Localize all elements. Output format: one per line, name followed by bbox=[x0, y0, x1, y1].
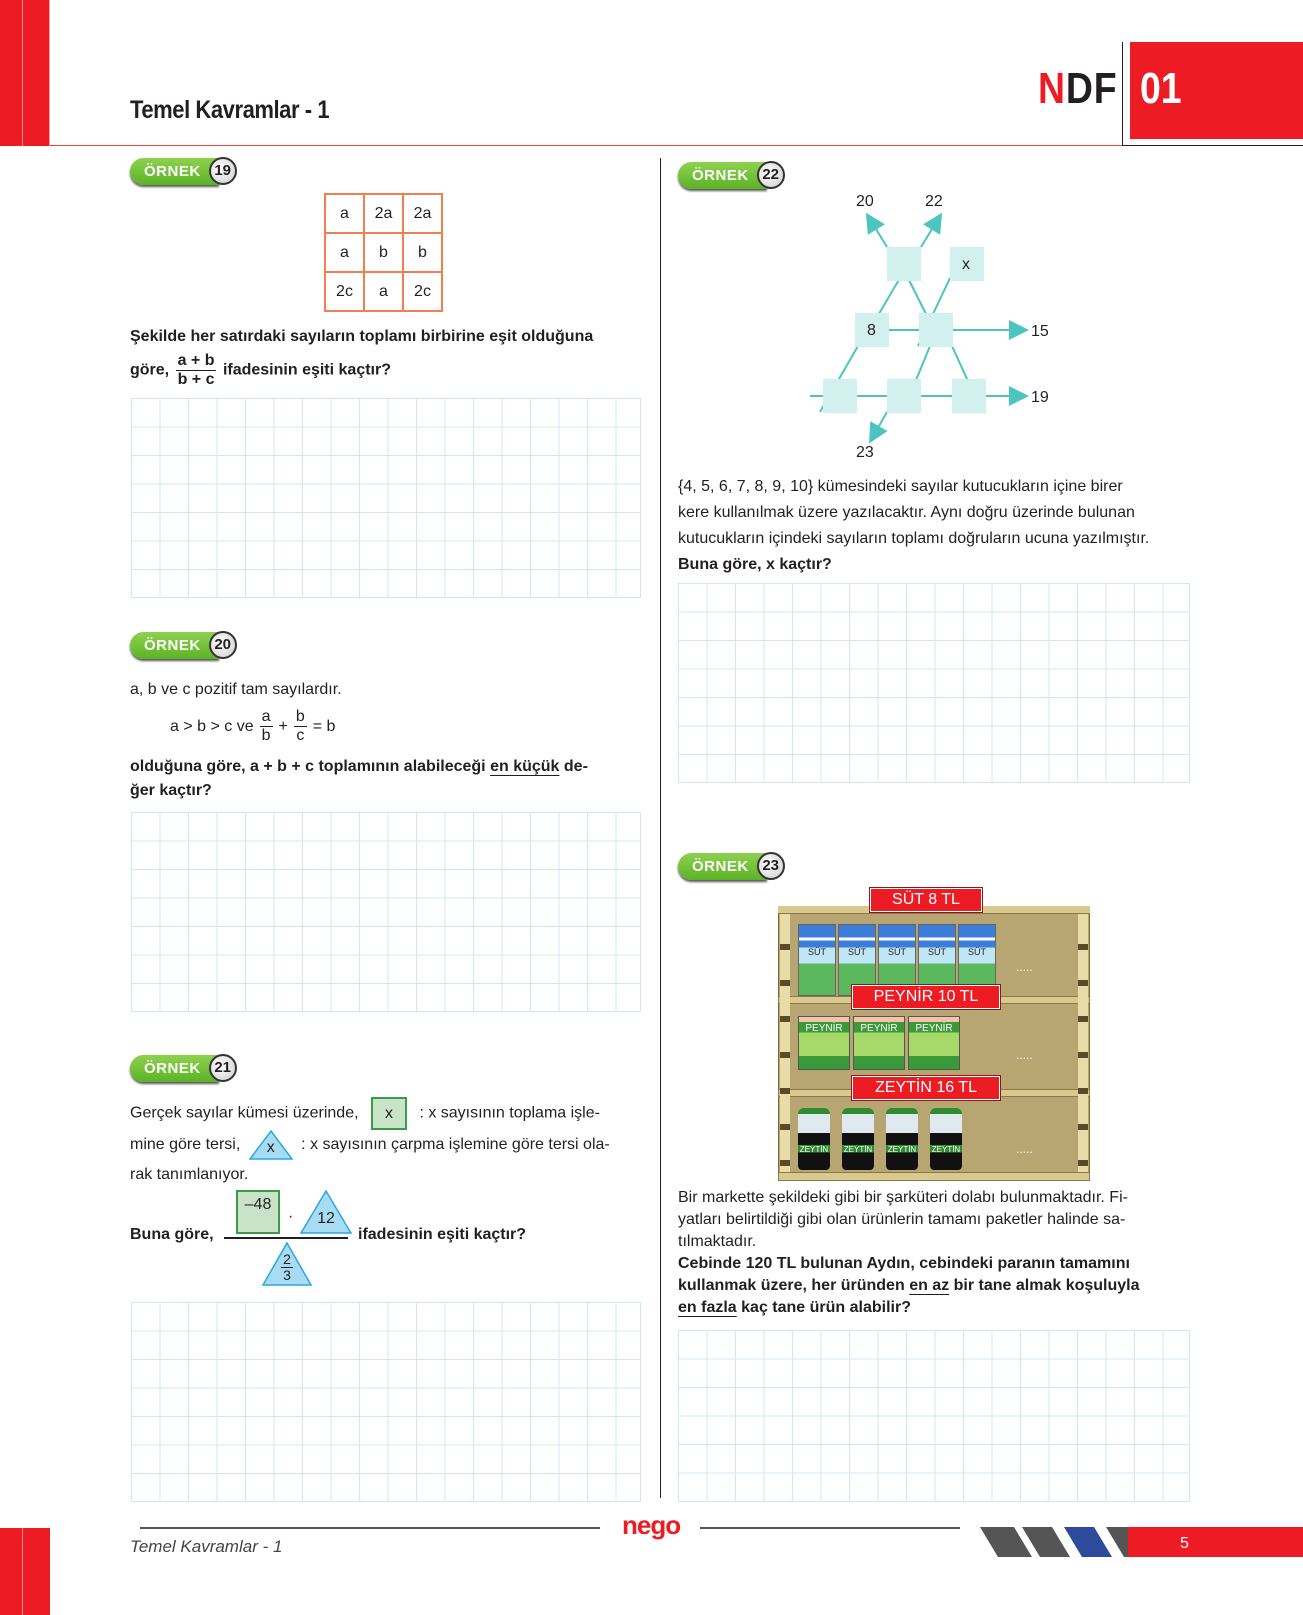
example-label: ÖRNEK bbox=[678, 162, 767, 189]
footer-title: Temel Kavramlar - 1 bbox=[130, 1537, 283, 1556]
price-label-milk: SÜT 8 TL bbox=[870, 888, 982, 912]
equals-text: = b bbox=[312, 717, 336, 735]
question-text: de- bbox=[563, 758, 588, 775]
example-label: ÖRNEK bbox=[130, 1055, 219, 1082]
example-number: 23 bbox=[757, 852, 785, 880]
arrow-line bbox=[871, 412, 887, 440]
red-side-bar-top bbox=[0, 0, 50, 146]
grid-cell: 2a bbox=[403, 194, 442, 233]
brand-prefix: N bbox=[1038, 64, 1066, 113]
shelf-pillar-right bbox=[1078, 914, 1088, 1172]
brand-rest: DF bbox=[1065, 64, 1118, 113]
triangle-fraction bbox=[262, 1252, 312, 1283]
brand-ndf bbox=[1038, 64, 1117, 114]
footer-line bbox=[700, 1527, 960, 1529]
example-21-definition bbox=[130, 1097, 660, 1190]
example-20-intro: a, b ve c pozitif tam sayılardır. bbox=[130, 681, 342, 698]
grid-cell: b bbox=[403, 233, 442, 272]
fraction-numerator: a + b bbox=[177, 352, 215, 369]
fraction-numerator: 2 bbox=[283, 1251, 291, 1267]
grid-cell: 2c bbox=[403, 272, 442, 311]
example-badge-20 bbox=[130, 630, 237, 660]
fraction-denominator: b bbox=[261, 727, 271, 744]
deli-shelf-illustration bbox=[778, 888, 1090, 1181]
grid-cell: a bbox=[325, 233, 364, 272]
grid-cell: a bbox=[364, 272, 403, 311]
footer-stripes bbox=[980, 1527, 1130, 1557]
price-label-cheese: PEYNİR 10 TL bbox=[852, 985, 1000, 1009]
more-indicator: ..... bbox=[1016, 960, 1033, 974]
question-line: Cebinde 120 TL bulunan Aydın, cebindeki paranın tamamını bbox=[678, 1255, 1130, 1272]
paragraph-line: yatları belirtildiği gibi olan ürünlerin tamamı paketler halinde sa- bbox=[678, 1211, 1126, 1228]
definition-text: mine göre tersi, bbox=[130, 1136, 241, 1154]
question-text: bir tane almak koşuluyla bbox=[953, 1277, 1140, 1294]
page-number: 5 bbox=[1180, 1535, 1189, 1552]
stripe bbox=[1064, 1527, 1112, 1557]
grid-cell: 2a bbox=[364, 194, 403, 233]
olive-jar: ZEYTİN bbox=[798, 1108, 830, 1170]
page-number-bar bbox=[1128, 1527, 1303, 1557]
empty-box bbox=[952, 379, 986, 413]
more-indicator: ..... bbox=[1016, 1142, 1033, 1156]
example-23-text bbox=[678, 1187, 1198, 1319]
grid-cell: b bbox=[364, 233, 403, 272]
magic-grid bbox=[324, 193, 443, 312]
question-text: olduğuna göre, a + b + c toplamının alabileceği bbox=[130, 758, 486, 775]
footer-line bbox=[140, 1527, 600, 1529]
question-text: kullanmak üzere, her üründen bbox=[678, 1277, 905, 1294]
box-8-label: 8 bbox=[867, 322, 876, 339]
example-badge-23 bbox=[678, 851, 785, 881]
example-21-q-suffix: ifadesinin eşiti kaçtır? bbox=[358, 1226, 527, 1243]
scratch-grid-20[interactable] bbox=[131, 812, 641, 1012]
example-label: ÖRNEK bbox=[130, 632, 219, 659]
green-box-symbol: x bbox=[371, 1097, 407, 1130]
milk-carton: SÜT bbox=[958, 924, 996, 996]
question-text: kaç tane ürün alabilir? bbox=[741, 1299, 911, 1316]
empty-box bbox=[919, 313, 953, 347]
fraction-b-c bbox=[294, 708, 307, 745]
definition-text: rak tanımlanıyor. bbox=[130, 1166, 249, 1184]
example-number: 21 bbox=[209, 1054, 237, 1082]
scratch-grid-21[interactable] bbox=[131, 1302, 641, 1502]
olive-jar: ZEYTİN bbox=[842, 1108, 874, 1170]
paragraph-line: {4, 5, 6, 7, 8, 9, 10} kümesindeki sayılar kutucukların içine birer bbox=[678, 478, 1123, 495]
emphasis-underlined: en az bbox=[909, 1277, 950, 1294]
milk-carton: SÜT bbox=[918, 924, 956, 996]
example-number: 19 bbox=[209, 157, 237, 185]
blue-triangle-denominator bbox=[262, 1242, 312, 1286]
milk-carton: SÜT bbox=[878, 924, 916, 996]
red-side-bar-bottom bbox=[0, 1528, 50, 1615]
blue-triangle-symbol bbox=[249, 1130, 293, 1160]
olive-products bbox=[798, 1108, 962, 1170]
empty-box bbox=[887, 247, 921, 281]
header-vline bbox=[1122, 42, 1123, 146]
example-20-condition bbox=[170, 708, 335, 745]
definition-text: : x sayısının çarpma işlemine göre tersi ola- bbox=[301, 1136, 610, 1154]
cheese-package: PEYNİR bbox=[853, 1016, 905, 1070]
milk-carton: SÜT bbox=[798, 924, 836, 996]
emphasis-underlined: en küçük bbox=[490, 758, 560, 775]
grid-cell: a bbox=[325, 194, 364, 233]
sum-label: 22 bbox=[925, 193, 943, 210]
empty-box bbox=[887, 379, 921, 413]
plus-sign: + bbox=[278, 717, 288, 735]
fraction bbox=[176, 352, 217, 389]
price-label-olive: ZEYTİN 16 TL bbox=[852, 1076, 1000, 1100]
header-hline bbox=[1122, 145, 1303, 146]
page-title: Temel Kavramlar - 1 bbox=[130, 96, 330, 124]
sum-label: 23 bbox=[856, 444, 874, 461]
grid-cell: 2c bbox=[325, 272, 364, 311]
cheese-package: PEYNİR bbox=[908, 1016, 960, 1070]
example-number: 22 bbox=[757, 161, 785, 189]
header-divider bbox=[50, 145, 1123, 146]
fraction-bar bbox=[224, 1237, 348, 1239]
triangle-number: 12 bbox=[317, 1210, 335, 1227]
cheese-products bbox=[798, 1016, 960, 1070]
example-number: 20 bbox=[209, 631, 237, 659]
shelf-bottom-board bbox=[778, 1172, 1090, 1181]
number-line-diagram bbox=[650, 150, 1070, 470]
paragraph-line: kere kullanılmak üzere yazılacaktır. Aynı doğru üzerinde bulunan bbox=[678, 504, 1135, 521]
sum-label: 15 bbox=[1031, 323, 1049, 340]
olive-jar: ZEYTİN bbox=[886, 1108, 918, 1170]
condition-text: a > b > c ve bbox=[170, 717, 254, 735]
fraction-denominator: 3 bbox=[283, 1267, 291, 1283]
example-21-expression bbox=[228, 1190, 348, 1283]
sum-label: 19 bbox=[1031, 389, 1049, 406]
unit-number-box bbox=[1130, 42, 1303, 139]
fraction-a-b bbox=[260, 708, 273, 745]
box-x-label: x bbox=[962, 256, 970, 273]
question-text: ğer kaçtır? bbox=[130, 782, 212, 799]
emphasis-underlined: en fazla bbox=[678, 1299, 737, 1316]
stripe bbox=[980, 1527, 1032, 1557]
dot-operator: · bbox=[288, 1208, 294, 1225]
arrow-line bbox=[868, 216, 887, 247]
definition-text: : x sayısının toplama işle- bbox=[419, 1104, 600, 1122]
example-badge-21 bbox=[130, 1053, 237, 1083]
question-text: ifadesinin eşiti kaçtır? bbox=[222, 361, 391, 379]
green-box-numerator: –48 bbox=[236, 1190, 280, 1234]
triangle-symbol-text: x bbox=[266, 1139, 275, 1156]
question-line: Şekilde her satırdaki sayıların toplamı birbirine eşit olduğuna bbox=[130, 328, 594, 345]
question-text: göre, bbox=[130, 361, 170, 379]
blue-triangle-numerator bbox=[300, 1190, 352, 1234]
paragraph-line: Bir markette şekildeki gibi bir şarküteri dolabı bulunmaktadır. Fi- bbox=[678, 1189, 1128, 1206]
scratch-grid-19[interactable] bbox=[131, 398, 641, 598]
scratch-grid-22[interactable] bbox=[678, 583, 1190, 783]
example-label: ÖRNEK bbox=[130, 158, 219, 185]
example-19-question bbox=[130, 324, 650, 389]
cheese-package: PEYNİR bbox=[798, 1016, 850, 1070]
paragraph-line: kutucukların içindeki sayıların toplamı doğruların ucuna yazılmıştır. bbox=[678, 530, 1150, 547]
paragraph-line: tılmaktadır. bbox=[678, 1233, 757, 1250]
fraction-denominator: c bbox=[296, 727, 305, 744]
question-text: Buna göre, x kaçtır? bbox=[678, 556, 832, 573]
definition-text: Gerçek sayılar kümesi üzerinde, bbox=[130, 1104, 359, 1122]
fraction-numerator: b bbox=[295, 708, 305, 725]
unit-number: 01 bbox=[1140, 64, 1182, 113]
example-badge-19 bbox=[130, 156, 237, 186]
empty-box bbox=[823, 379, 857, 413]
publisher-logo: nego bbox=[622, 1510, 681, 1540]
olive-jar: ZEYTİN bbox=[930, 1108, 962, 1170]
more-indicator: ..... bbox=[1016, 1048, 1033, 1062]
stripe bbox=[1106, 1527, 1130, 1557]
shelf-pillar-left bbox=[780, 914, 790, 1172]
example-22-text bbox=[678, 474, 1198, 578]
example-label: ÖRNEK bbox=[678, 853, 767, 880]
example-21-q-prefix: Buna göre, bbox=[130, 1226, 214, 1243]
fraction-numerator: a bbox=[261, 708, 271, 725]
sum-label: 20 bbox=[856, 193, 874, 210]
arrow-line bbox=[921, 216, 940, 247]
fraction-denominator: b + c bbox=[177, 371, 215, 388]
example-20-question bbox=[130, 755, 650, 803]
scratch-grid-23[interactable] bbox=[678, 1330, 1190, 1502]
milk-carton: SÜT bbox=[838, 924, 876, 996]
